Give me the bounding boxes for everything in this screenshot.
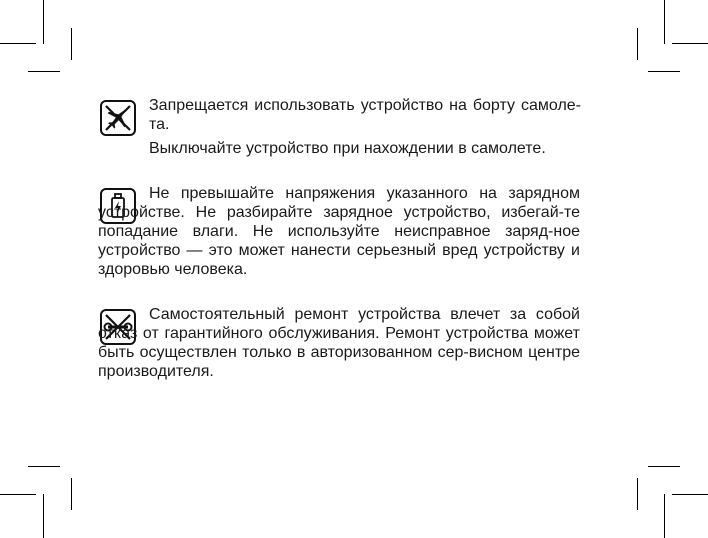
no-airplane-icon (100, 100, 136, 136)
crop-mark (637, 478, 638, 510)
crop-mark (648, 466, 680, 467)
crop-mark (43, 0, 44, 44)
crop-mark (672, 494, 708, 495)
crop-mark (0, 494, 36, 495)
crop-mark (71, 28, 72, 60)
crop-mark (672, 43, 708, 44)
section-text: Запрещается использовать устройство на борту самоле-та. (149, 97, 581, 133)
crop-mark (28, 466, 60, 467)
crop-mark (71, 478, 72, 510)
section-text: Самостоятельный ремонт устройства влечет за собой отказ от гарантийного обслуживания. Ремонт устройства может быть осуществлен только в авторизованном сер-висном центре производителя. (98, 306, 580, 380)
crop-mark (648, 71, 680, 72)
crop-mark (664, 0, 665, 44)
section-text: Не превышайте напряжения указанного на зарядном устройстве. Не разбирайте зарядное устройство, избегай-те попадание влаги. Не используйте неисправное заряд-ное устройство — это может нанести серьезный вред устройству и здоровью человека. (98, 185, 580, 278)
crop-mark (28, 71, 60, 72)
crop-mark (0, 43, 36, 44)
crop-mark (637, 28, 638, 60)
crop-mark (43, 494, 44, 538)
section-text: Выключайте устройство при нахождении в самолете. (149, 140, 546, 157)
crop-mark (664, 494, 665, 538)
